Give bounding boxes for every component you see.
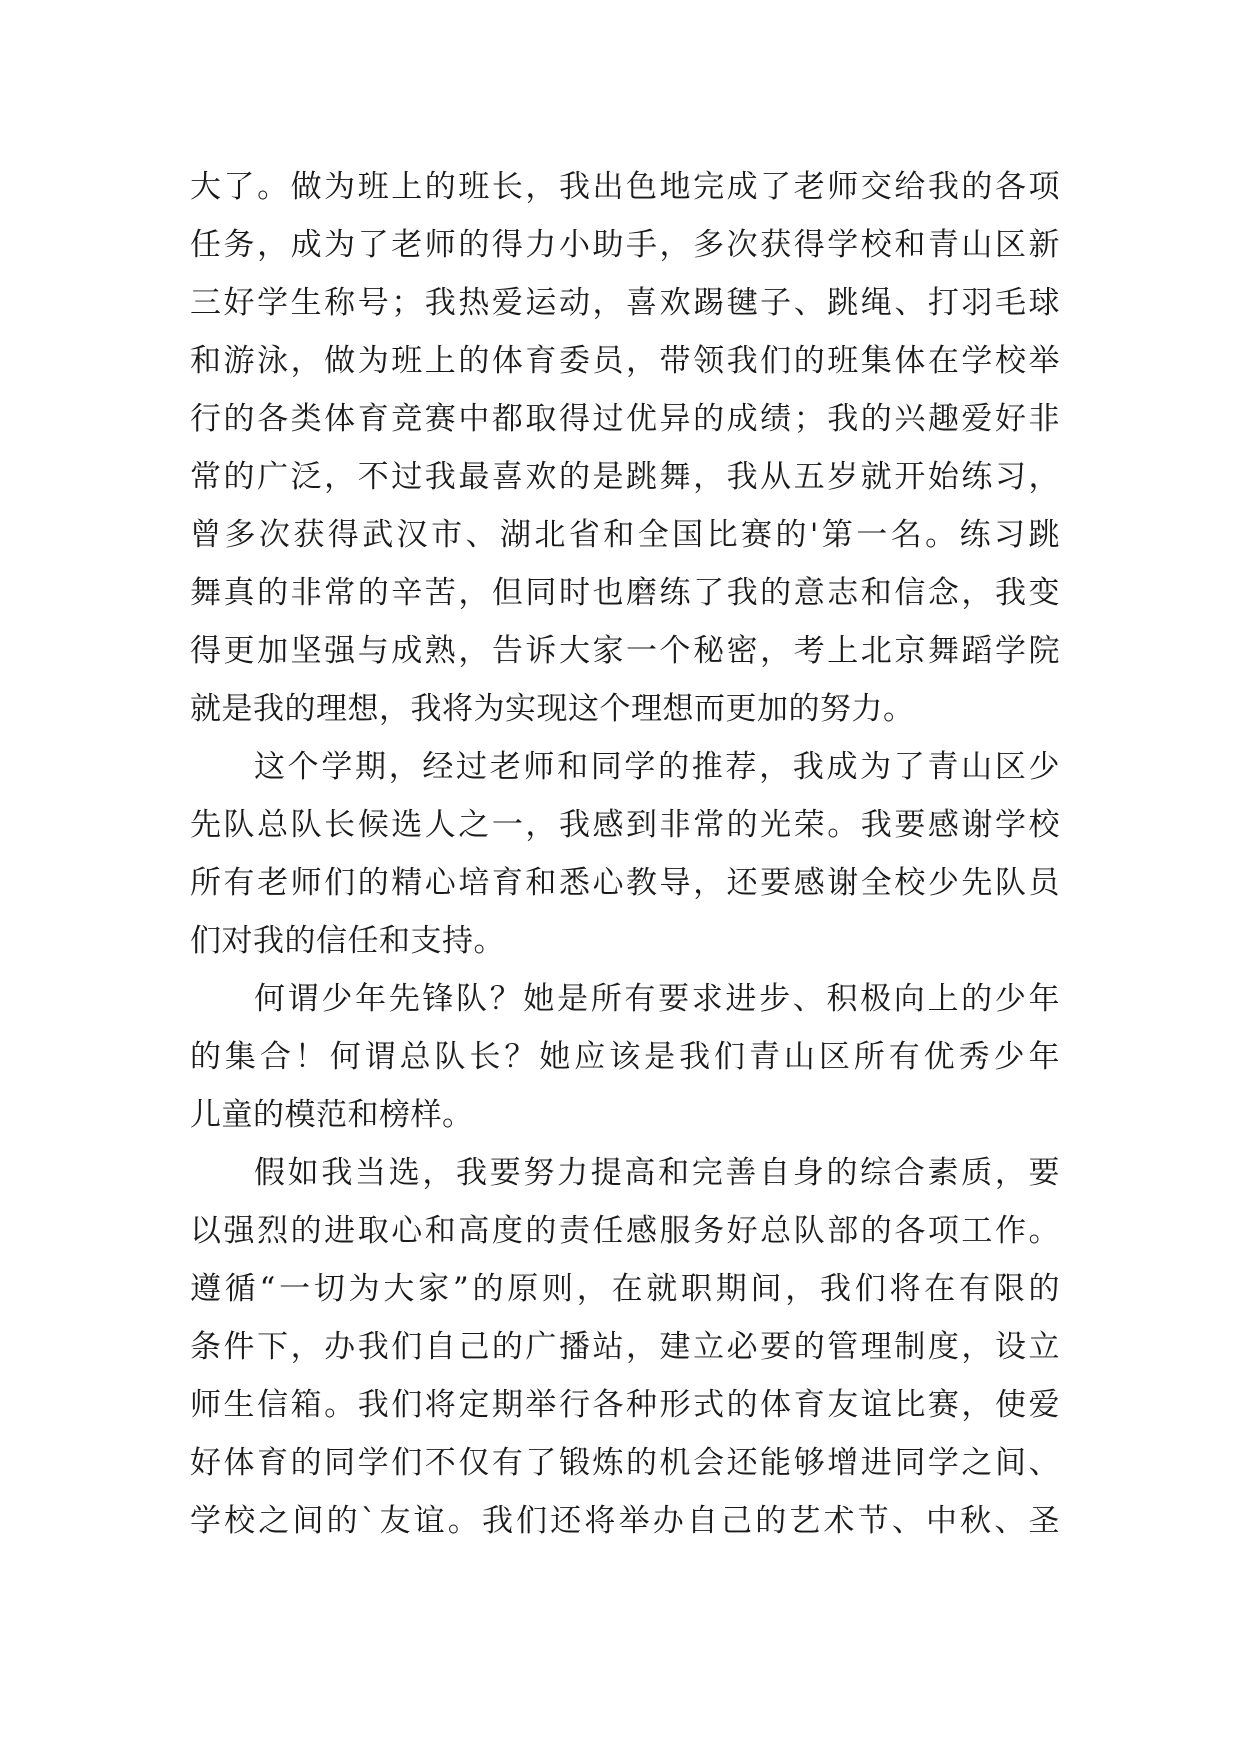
text-line: 所有老师们的精心培育和悉心教导，还要感谢全校少先队员 [190, 865, 1060, 901]
text-line: 常的广泛，不过我最喜欢的是跳舞，我从五岁就开始练习， [190, 459, 1060, 495]
text-line: 三好学生称号；我热爱运动，喜欢踢毽子、跳绳、打羽毛球 [190, 285, 1060, 321]
text-line: 得更加坚强与成熟，告诉大家一个秘密，考上北京舞蹈学院 [190, 633, 1060, 669]
text-line: 就是我的理想，我将为实现这个理想而更加的努力。 [190, 691, 915, 727]
text-line: 师生信箱。我们将定期举行各种形式的体育友谊比赛，使爱 [190, 1387, 1060, 1423]
text-line: 儿童的模范和榜样。 [190, 1097, 474, 1133]
text-line: 大了。做为班上的班长，我出色地完成了老师交给我的各项 [190, 169, 1060, 205]
paragraph-first-line: 何谓少年先锋队？她是所有要求进步、积极向上的少年 [254, 981, 1060, 1017]
text-line: 行的各类体育竞赛中都取得过优异的成绩；我的兴趣爱好非 [190, 401, 1060, 437]
text-line: 先队总队长候选人之一，我感到非常的光荣。我要感谢学校 [190, 807, 1060, 843]
text-line: 舞真的非常的辛苦，但同时也磨练了我的意志和信念，我变 [190, 575, 1060, 611]
text-line: 的集合！何谓总队长？她应该是我们青山区所有优秀少年 [190, 1039, 1060, 1075]
text-line: 们对我的信任和支持。 [190, 923, 505, 959]
text-line: 和游泳，做为班上的体育委员，带领我们的班集体在学校举 [190, 343, 1060, 379]
text-line: 以强烈的进取心和高度的责任感服务好总队部的各项工作。 [190, 1213, 1060, 1249]
text-line: 好体育的同学们不仅有了锻炼的机会还能够增进同学之间、 [190, 1445, 1060, 1481]
text-line: 条件下，办我们自己的广播站，建立必要的管理制度，设立 [190, 1329, 1060, 1365]
text-line: 任务，成为了老师的得力小助手，多次获得学校和青山区新 [190, 227, 1060, 263]
paragraph-first-line: 假如我当选，我要努力提高和完善自身的综合素质，要 [254, 1155, 1060, 1191]
document-body [190, 158, 1060, 1550]
text-line: 曾多次获得武汉市、湖北省和全国比赛的'第一名。练习跳 [190, 517, 1060, 553]
text-line: 学校之间的`友谊。我们还将举办自己的艺术节、中秋、圣 [190, 1503, 1060, 1539]
text-line: 遵循“一切为大家”的原则，在就职期间，我们将在有限的 [190, 1271, 1060, 1307]
paragraph-first-line: 这个学期，经过老师和同学的推荐，我成为了青山区少 [254, 749, 1060, 785]
